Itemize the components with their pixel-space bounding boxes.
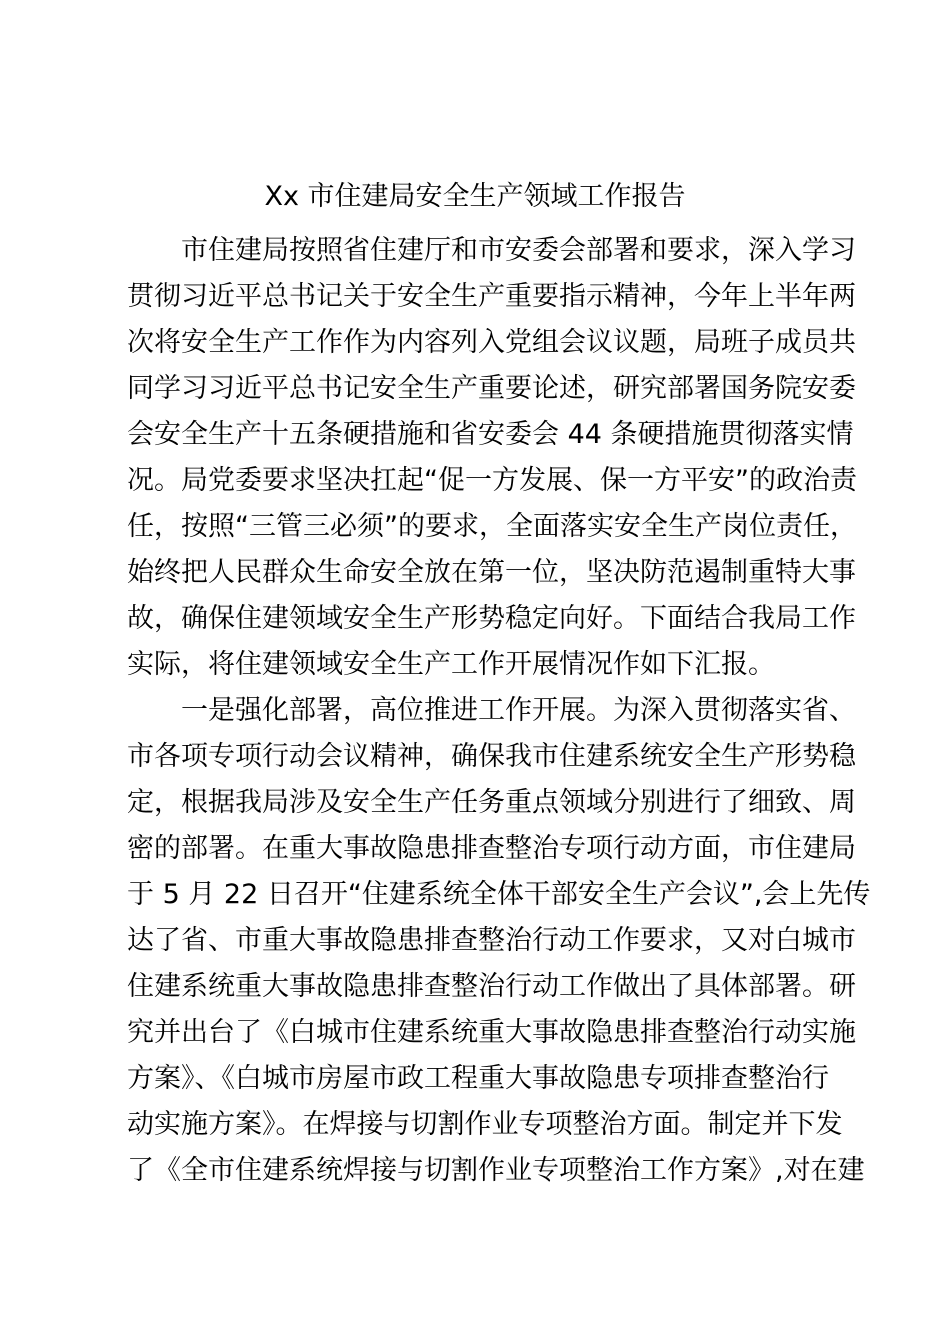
paragraph-2-line-3: 定，根据我局涉及安全生产任务重点领域分别进行了细致、周 xyxy=(127,787,856,818)
paragraph-1-line-4: 同学习习近平总书记安全生产重要论述，研究部署国务院安委 xyxy=(127,373,856,404)
paragraph-2-line-5: 于 5 月 22 日召开“住建系统全体干部安全生产会议”,会上先传 xyxy=(127,879,871,910)
paragraph-2-line-10: 动实施方案》。在焊接与切割作业专项整治方面。制定并下发 xyxy=(127,1109,843,1140)
document-title: Xx 市住建局安全生产领域工作报告 xyxy=(264,181,686,212)
paragraph-1-line-9: 故，确保住建领域安全生产形势稳定向好。下面结合我局工作 xyxy=(127,603,856,634)
paragraph-1-line-5: 会安全生产十五条硬措施和省安委会 44 条硬措施贯彻落实情 xyxy=(127,419,854,450)
paragraph-1-line-6: 况。局党委要求坚决扛起“促一方发展、保一方平安”的政治责 xyxy=(127,465,857,496)
paragraph-1-line-8: 始终把人民群众生命安全放在第一位，坚决防范遏制重特大事 xyxy=(127,557,856,588)
paragraph-2-line-11: 了《全市住建系统焊接与切割作业专项整治工作方案》,对在建 xyxy=(127,1155,865,1186)
paragraph-2-line-8: 究并出台了《白城市住建系统重大事故隐患排查整治行动实施 xyxy=(127,1017,856,1048)
paragraph-1-line-10: 实际，将住建领域安全生产工作开展情况作如下汇报。 xyxy=(127,649,775,680)
paragraph-1-line-2: 贯彻习近平总书记关于安全生产重要指示精神，今年上半年两 xyxy=(127,281,856,312)
paragraph-1-line-3: 次将安全生产工作作为内容列入党组会议议题，局班子成员共 xyxy=(127,327,856,358)
paragraph-2-line-1: 一是强化部署，高位推进工作开展。为深入贯彻落实省、 xyxy=(181,695,856,726)
paragraph-2-line-7: 住建系统重大事故隐患排查整治行动工作做出了具体部署。研 xyxy=(127,971,856,1002)
paragraph-2-line-9: 方案》、《白城市房屋市政工程重大事故隐患专项排查整治行 xyxy=(127,1063,829,1094)
paragraph-1-line-1: 市住建局按照省住建厅和市安委会部署和要求，深入学习 xyxy=(181,235,856,266)
paragraph-1-line-7: 任，按照“三管三必须”的要求，全面落实安全生产岗位责任， xyxy=(127,511,857,542)
paragraph-2-line-4: 密的部署。在重大事故隐患排查整治专项行动方面，市住建局 xyxy=(127,833,856,864)
paragraph-2-line-2: 市各项专项行动会议精神，确保我市住建系统安全生产形势稳 xyxy=(127,741,856,772)
paragraph-2-line-6: 达了省、市重大事故隐患排查整治行动工作要求，又对白城市 xyxy=(127,925,856,956)
